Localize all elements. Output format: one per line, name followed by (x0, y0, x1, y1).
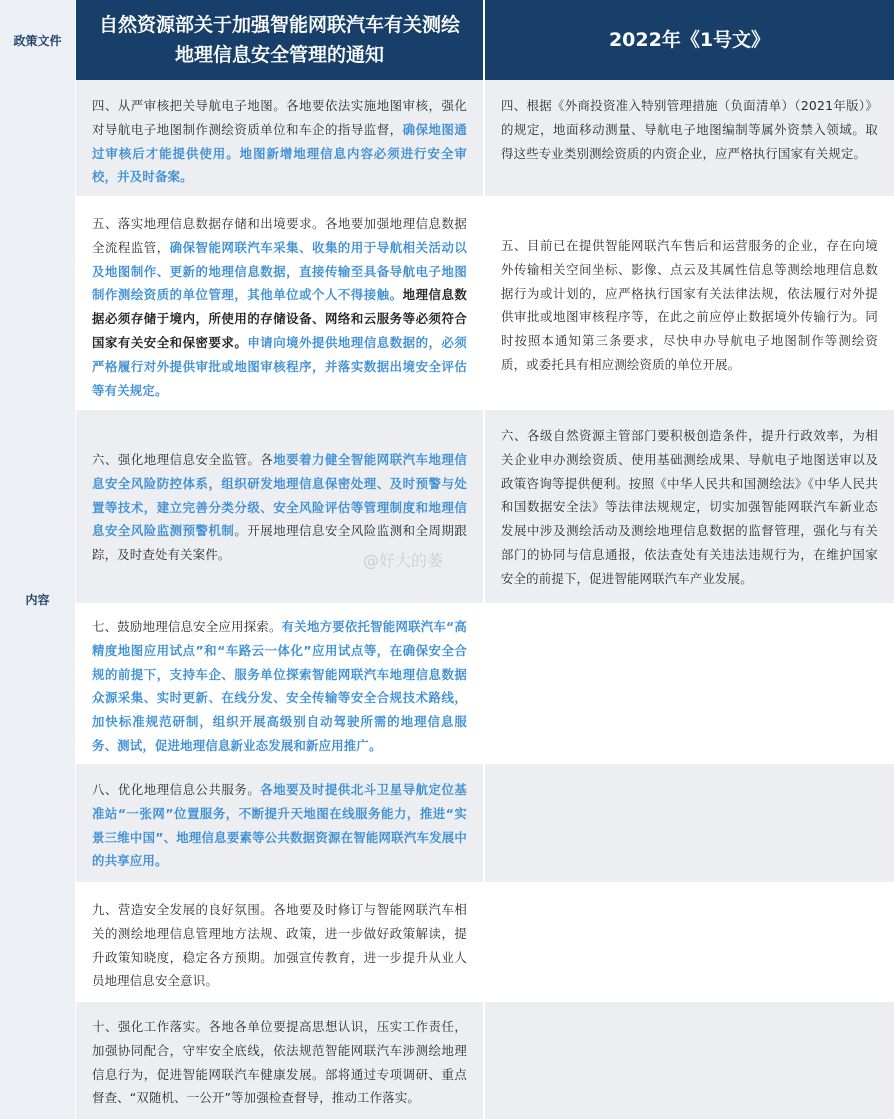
left-document-title: 自然资源部关于加强智能网联汽车有关测绘地理信息安全管理的通知 (76, 0, 485, 80)
watermark: @好大的萎 (363, 551, 444, 570)
clause-5-left (76, 212, 483, 402)
clause-4-right (485, 94, 894, 165)
left-column (76, 80, 485, 1119)
highlighted-text: 申请向境外提供地理信息数据的，必须严格履行对外提供审批或地图审核程序，并落实数据出境安全评估等有关规定。 (92, 334, 468, 398)
band (485, 882, 894, 1002)
clause-6-left (76, 448, 483, 567)
clause-5-right (485, 234, 894, 377)
band (485, 764, 894, 882)
body-text: 六、各级自然资源主管部门要积极创造条件，提升行政效率，为相关企业申办测绘资质、使用基础测绘成果、导航电子地图送审以及政策咨询等提供便利。按照《中华人民共和国测绘法》《中华人民共和国数据安全法》等法律法规规定，切实加强智能网联汽车新业态发展中涉及测绘活动及测绘地理信息数据的监督管理，强化与有关部门的协同与信息通报，依法查处有关违法违规行为，在维护国家安全的前提下，促进智能网联汽车产业发展。 (501, 428, 878, 586)
body-text: 五、目前已在提供智能网联汽车售后和运营服务的企业，存在向境外传输相关空间坐标、影像、点云及其属性信息等测绘地理信息数据行为或计划的，应严格执行国家有关法律法规，依法履行对外提供审批或地图审核程序等，在此之前应停止数据境外传输行为。同时按照本通知第三条要求，尽快申办导航电子地图制作等测绘资质，或委托具有相应测绘资质的单位开展。 (501, 238, 878, 372)
content-row-label: 内容 (0, 80, 76, 1119)
band (485, 1002, 894, 1119)
clause-6-right (485, 424, 894, 591)
highlighted-text: 有关地方要依托智能网联汽车“高精度地图应用试点”和“车路云一体化”应用试点等，在确保安全合规的前提下，支持车企、服务单位探索智能网联汽车地理信息数据众源采集、实时更新、在线分发、安全传输等安全合规技术路线，加快标准规范研制，组织开展高级别自动驾驶所需的地理信息服务、测试，促进地理信息新业态发展和新应用推广。 (92, 619, 467, 753)
bold-text: 地理信息数据必须存储于境内，所使用的存储设备、网络和云服务等必须符合国家有关安全和保密要求。 (92, 287, 468, 350)
highlighted-text: 地要着力健全智能网联汽车地理信息安全风险防控体系，组织研发地理信息保密处理、及时预警与处置等技术，建立完善分类分级、安全风险评估等管理制度和地理信息安全风险监测预警机制 (92, 452, 467, 539)
band (485, 603, 894, 764)
highlighted-text: 确保地图通过审核后才能提供使用。地图新增地理信息内容必须进行安全审校，并及时备案。 (92, 121, 468, 185)
clause-10-left (76, 1015, 483, 1110)
body-text: 四、从严审核把关导航电子地图。各地要依法实施地图审核，强化对导航电子地图制作测绘资质单位和车企的指导监督， (92, 98, 467, 137)
body-text: 四、根据《外商投资准入特别管理措施（负面清单）（2021年版）》的规定，地面移动测量、导航电子地图编制等属外资禁入领域。取得这些专业类别测绘资质的内资企业，应严格执行国家有关规定。 (501, 98, 878, 161)
body-text: 七、鼓励地理信息安全应用探索。 (92, 619, 282, 634)
highlighted-text: 各地要及时提供北斗卫星导航定位基准站“一张网”位置服务，不断提升天地图在线服务能力，推进“实景三维中国”、地理信息要素等公共数据资源在智能网联汽车发展中的共享应用。 (92, 782, 467, 869)
body-text: 六、强化地理信息安全监管。各 (92, 452, 274, 467)
right-document-title: 2022年《1号文》 (485, 0, 894, 80)
body-text: 八、优化地理信息公共服务。 (92, 782, 261, 797)
policy-document-header: 政策文件 (0, 0, 76, 80)
right-column (485, 80, 894, 1119)
body-text: 五、落实地理信息数据存储和出境要求。各地要加强地理信息数据全流程监管， (92, 216, 467, 255)
clause-9-left (76, 898, 483, 993)
body-text: 十、强化工作落实。各地各单位要提高思想认识，压实工作责任，加强协同配合，守牢安全底线，依法规范智能网联汽车涉测绘地理信息行为，促进智能网联汽车健康发展。部将通过专项调研、重点督查、“双随机、一公开”等加强检查督导，推动工作落实。 (92, 1019, 467, 1106)
clause-8-left (76, 778, 483, 873)
body-text: 。开展地理信息安全风险监测和全周期跟踪，及时查处有关案件。 (92, 523, 467, 563)
highlighted-text: 确保智能网联汽车采集、收集的用于导航相关活动以及地图制作、更新的地理信息数据，直接传输至具备导航电子地图制作测绘资质的单位管理，其他单位或个人不得接触。 (92, 239, 468, 303)
clause-4-left (76, 94, 483, 189)
body-text: 九、营造安全发展的良好氛围。各地要及时修订与智能网联汽车相关的测绘地理信息管理地方法规、政策，进一步做好政策解读，提升政策知晓度，稳定各方预期。加强宣传教育，进一步提升从业人员地理信息安全意识。 (92, 902, 467, 989)
clause-7-left (76, 615, 483, 758)
